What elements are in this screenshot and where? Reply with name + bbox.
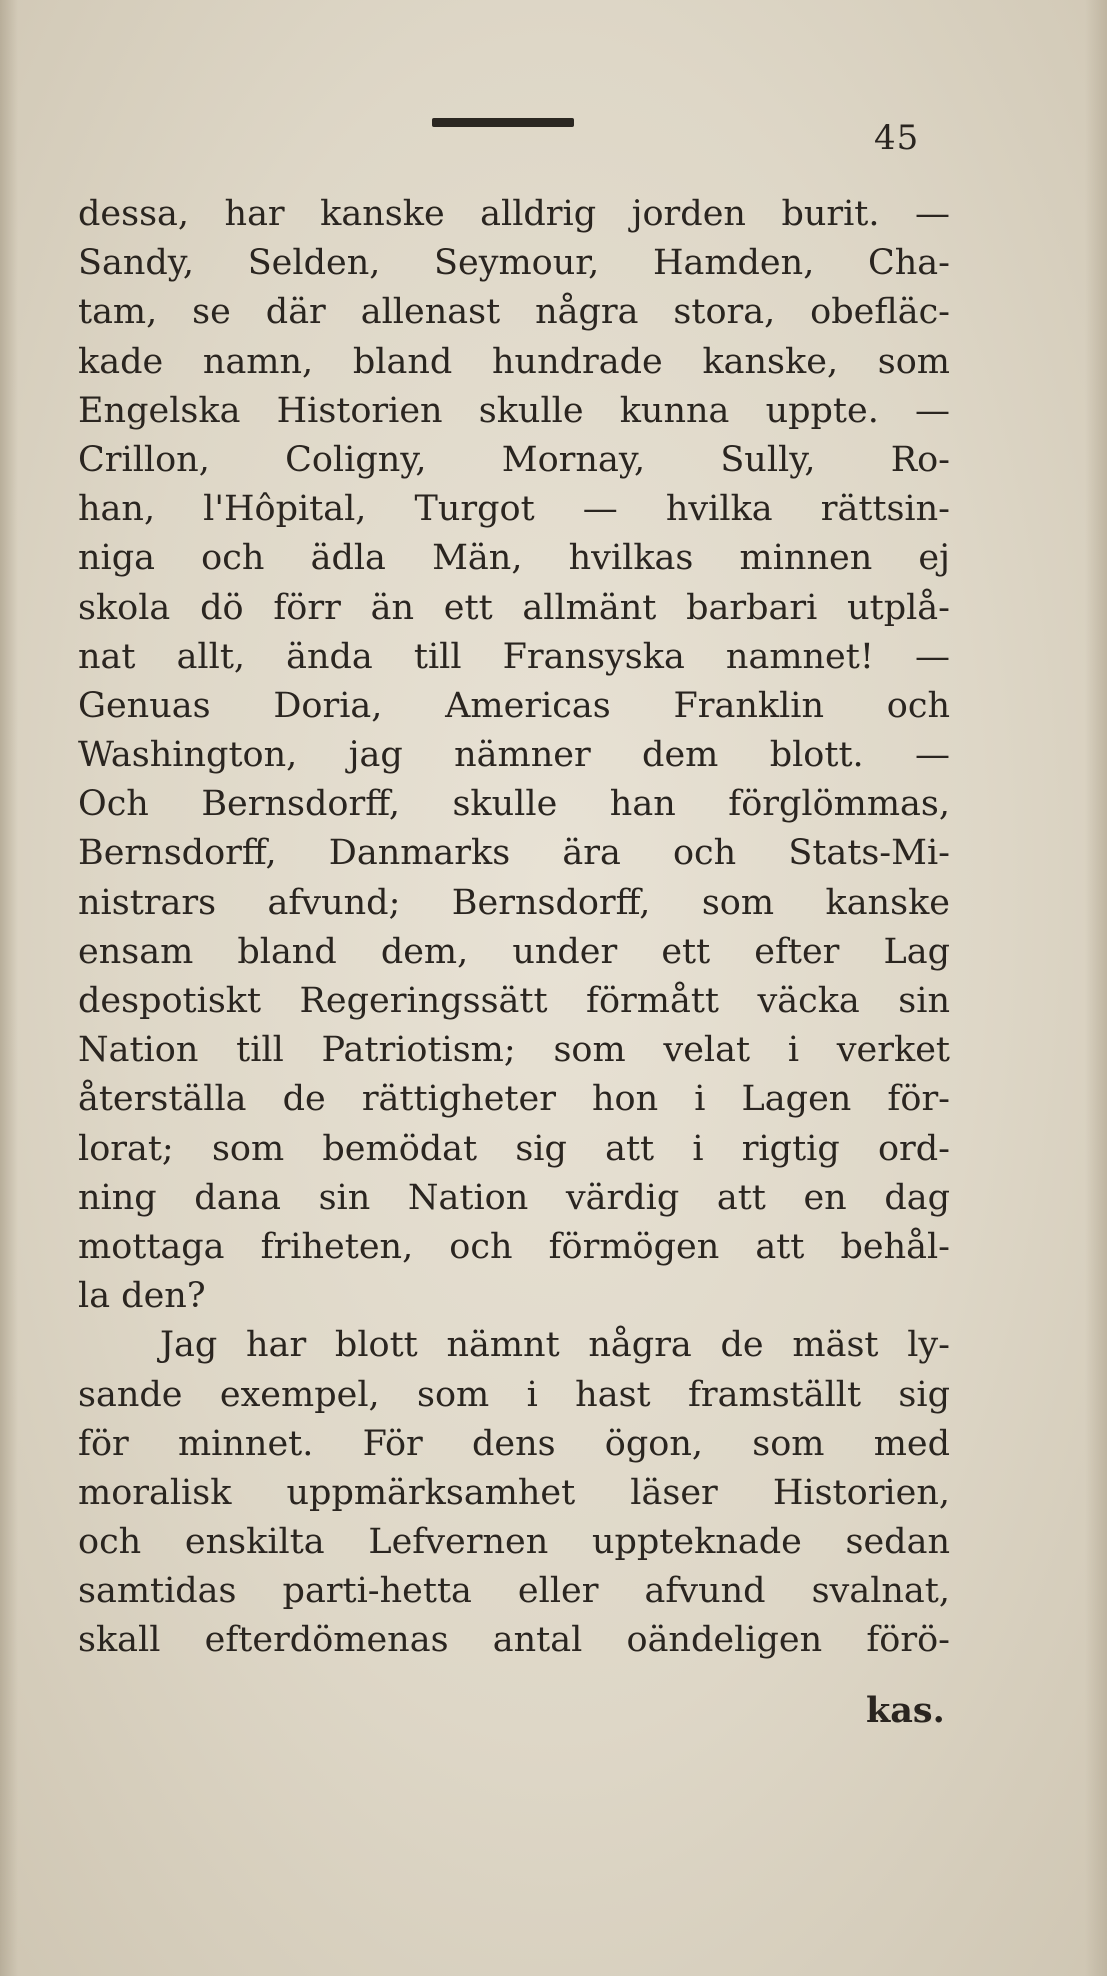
header-rule [432,118,574,127]
text-line: ning dana sin Nation värdig att en dag [78,1177,950,1218]
page-edge-right [1085,0,1107,1976]
text-line: för minnet. För dens ögon, som med [78,1423,950,1464]
text-line: moralisk uppmärksamhet läser Historien, [78,1472,950,1513]
text-line: dessa, har kanske alldrig jorden burit. — [78,194,950,234]
body-text [78,190,950,1666]
text-line: nat allt, ända till Fransyska namnet! — [78,636,950,677]
text-line: Sandy, Selden, Seymour, Hamden, Cha- [78,243,950,284]
text-line: tam, se där allenast några stora, obefläc- [78,292,950,333]
text-line: och enskilta Lefvernen uppteknade sedan [78,1522,950,1563]
text-line: Crillon, Coligny, Mornay, Sully, Ro- [78,439,950,480]
page-edge-left [0,0,18,1976]
text-line: Jag har blott nämnt några de mäst ly- [160,1325,950,1366]
text-line: la den? [78,1276,206,1317]
text-line: ensam bland dem, under ett efter Lag [78,931,950,972]
text-line: kade namn, bland hundrade kanske, som [78,341,950,382]
text-line: niga och ädla Män, hvilkas minnen ej [78,538,950,579]
text-line: skall efterdömenas antal oändeligen förö- [78,1620,950,1661]
text-line: nistrars afvund; Bernsdorff, som kanske [78,882,950,923]
text-line: Washington, jag nämner dem blott. — [78,735,950,776]
text-line: Engelska Historien skulle kunna uppte. — [78,390,950,431]
text-line: despotiskt Regeringssätt förmått väcka sin [78,981,950,1021]
catchword: kas. [866,1690,945,1731]
text-line: återställa de rättigheter hon i Lagen för- [78,1079,950,1120]
text-line: Bernsdorff, Danmarks ära och Stats-Mi- [78,833,950,874]
text-line: lorat; som bemödat sig att i rigtig ord- [78,1128,950,1169]
text-line: sande exempel, som i hast framställt sig [78,1374,950,1415]
page-number: 45 [874,118,920,158]
text-line: han, l'Hôpital, Turgot — hvilka rättsin- [78,489,950,530]
text-line: mottaga friheten, och förmögen att behål- [78,1226,950,1267]
text-line: Genuas Doria, Americas Franklin och [78,685,950,726]
text-line: samtidas parti-hetta eller afvund svalnat, [78,1571,950,1612]
text-line: Och Bernsdorff, skulle han förglömmas, [78,784,950,825]
text-line: skola dö förr än ett allmänt barbari utplå- [78,587,950,628]
text-line: Nation till Patriotism; som velat i verket [78,1030,950,1071]
